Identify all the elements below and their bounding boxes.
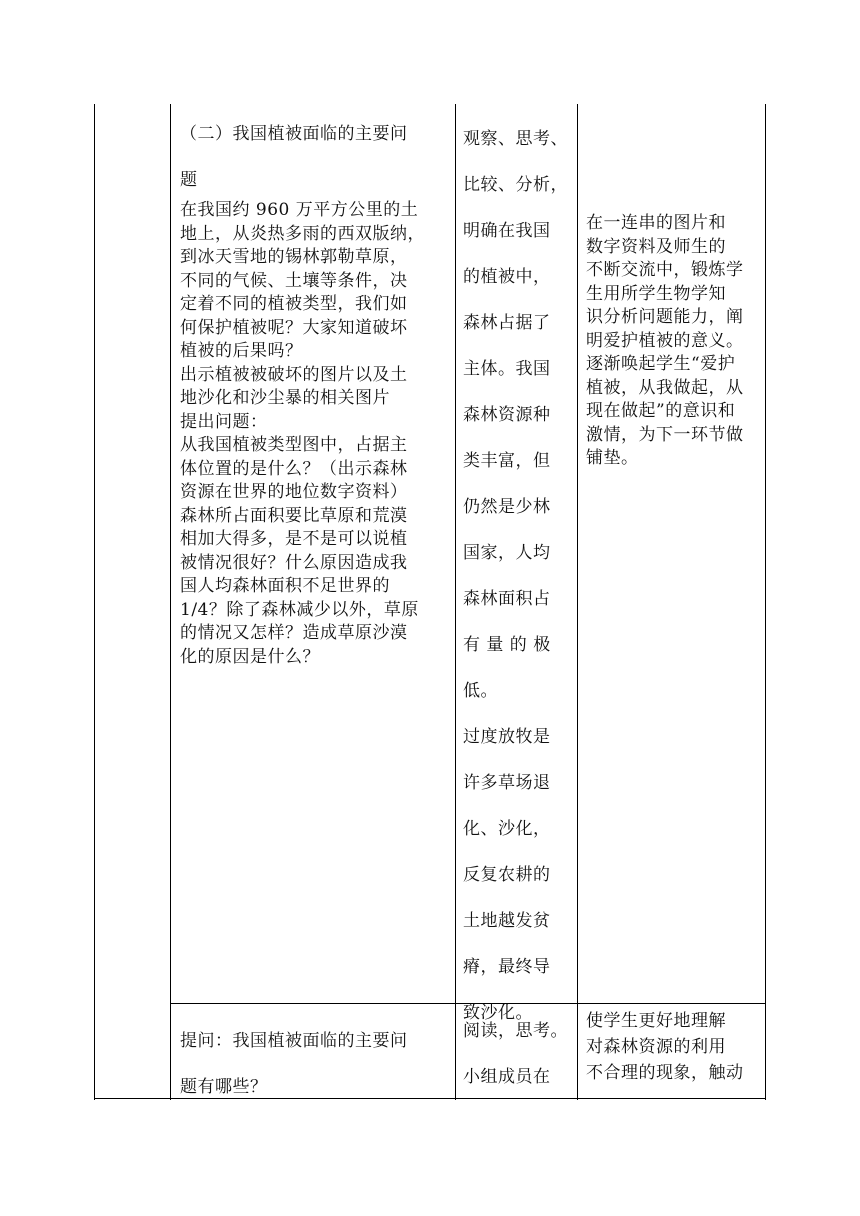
text-line: 国家，人均: [463, 543, 551, 563]
text-line: 过度放牧是: [463, 727, 551, 747]
text-line: 现在做起”的意识和: [586, 401, 736, 421]
text-line: 森林面积占: [463, 589, 551, 609]
text-line: 数字资料及师生的: [586, 236, 726, 257]
text-line: 主体。我国: [463, 359, 551, 379]
text-line: 题有哪些？: [180, 1077, 268, 1097]
text-line: 森林所占面积要比草原和荒漠: [180, 505, 408, 526]
table-border-col1: [170, 104, 171, 1100]
text-line: 题: [180, 170, 198, 190]
table-border-right: [765, 104, 766, 1100]
text-line: 观察、思考、: [463, 129, 568, 149]
text-line: 资源在世界的地位数字资料）: [180, 482, 408, 502]
text-line: 1/4？除了森林减少以外，草原: [180, 599, 419, 620]
text-line: 不断交流中，锻炼学: [586, 260, 744, 280]
student-activity-cell: [463, 1008, 573, 1100]
text-line: 有 量 的 极: [463, 635, 551, 655]
design-intent-cell: [586, 1008, 762, 1086]
text-line: 阅读，思考。: [463, 1021, 568, 1041]
text-line: 的植被中，: [463, 267, 551, 287]
text-line: 在我国约 960 万平方公里的土: [180, 200, 419, 220]
student-activity-cell: [463, 116, 573, 1036]
text-line: 不合理的现象，触动: [586, 1063, 744, 1083]
text-line: 对森林资源的利用: [586, 1037, 726, 1057]
text-line: 从我国植被类型图中，占据主: [180, 435, 408, 455]
text-line: 致沙化。: [463, 1003, 533, 1023]
design-intent-cell: [586, 212, 762, 471]
text-line: 到冰天雪地的锡林郭勒草原，: [180, 247, 408, 267]
text-line: 瘠，最终导: [463, 957, 551, 977]
text-line: （二）我国植被面临的主要问: [180, 124, 408, 144]
text-line: 何保护植被呢？大家知道破坏: [180, 317, 408, 338]
text-line: 明确在我国: [463, 221, 551, 241]
text-line: 铺垫。: [586, 448, 639, 468]
text-line: 识分析问题能力，阐: [586, 307, 744, 327]
text-line: 植被，从我做起，从: [586, 377, 744, 398]
text-line: 植被的后果吗？: [180, 341, 303, 361]
text-line: 低。: [463, 681, 498, 701]
text-line: 出示植被被破坏的图片以及土: [180, 364, 408, 385]
text-line: 提问：我国植被面临的主要问: [180, 1031, 408, 1051]
table-border-left: [94, 104, 95, 1100]
table-border-col3: [577, 104, 578, 1100]
text-line: 土地越发贫: [463, 911, 551, 931]
text-line: 化的原因是什么？: [180, 646, 320, 667]
text-line: 类丰富，但: [463, 451, 551, 471]
text-line: 相加大得多，是不是可以说植: [180, 529, 408, 549]
teacher-activity-cell: [180, 199, 448, 669]
text-line: 被情况很好？什么原因造成我: [180, 552, 408, 573]
text-line: 明爱护植被的意义。: [586, 330, 744, 351]
text-line: 仍然是少林: [463, 497, 551, 517]
text-line: 许多草场退: [463, 773, 551, 793]
text-line: 比较、分析，: [463, 175, 568, 195]
text-line: 逐渐唤起学生“爱护: [586, 354, 736, 374]
text-line: 地上，从炎热多雨的西双版纳，: [180, 223, 425, 244]
text-line: 反复农耕的: [463, 865, 551, 885]
text-line: 提出问题：: [180, 411, 268, 432]
text-line: 定着不同的植被类型，我们如: [180, 294, 408, 314]
text-line: 小组成员在: [463, 1067, 551, 1087]
text-line: 使学生更好地理解: [586, 1011, 726, 1031]
text-line: 体位置的是什么？（出示森林: [180, 458, 408, 479]
question-cell: [180, 1018, 448, 1110]
text-line: 森林资源种: [463, 405, 551, 425]
text-line: 的情况又怎样？造成草原沙漠: [180, 623, 408, 643]
text-line: 在一连串的图片和: [586, 213, 726, 233]
text-line: 化、沙化，: [463, 819, 551, 839]
text-line: 激情，为下一环节做: [586, 424, 744, 445]
table-border-col2: [455, 104, 456, 1100]
text-line: 森林占据了: [463, 313, 551, 333]
text-line: 地沙化和沙尘暴的相关图片: [180, 388, 390, 408]
text-line: 国人均森林面积不足世界的: [180, 576, 390, 596]
text-line: 不同的气候、土壤等条件，决: [180, 270, 408, 291]
text-line: 生用所学生物学知: [586, 283, 726, 304]
